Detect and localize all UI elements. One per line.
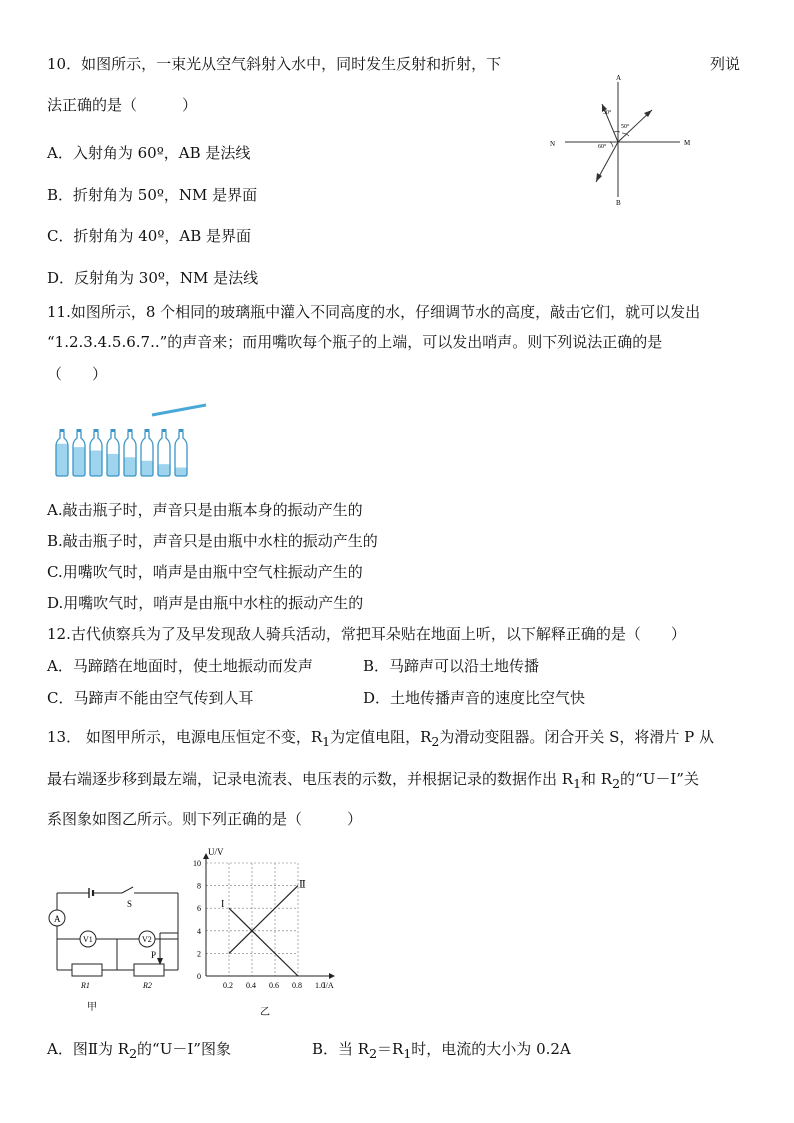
q10-stem-line2: 法正确的是（ ） [47,96,198,114]
q12-option-b: B．马蹄声可以沿土地传播 [363,657,540,675]
bottle-cap [162,429,167,432]
q10-option-a: A．入射角为 60º，AB 是法线 [47,144,251,162]
x-axis-arrow [329,973,335,979]
q13-line2-b: 和 R [581,770,613,788]
q13-line1-b: 为定值电阻，R [330,728,432,746]
y-tick-label: 8 [197,881,201,891]
circuit-label-v1: V1 [83,935,93,944]
circuit-label-p: P [151,950,157,960]
q10-label-m: M [684,139,691,147]
q10-label-a: A [616,74,622,82]
q11-option-d: D.用嘴吹气时，哨声是由瓶中水柱的振动产生的 [47,594,364,612]
bottle-water [124,457,136,476]
q10-option-d: D．反射角为 30º，NM 是法线 [47,269,259,287]
circuit-label-ammeter: A [54,914,61,924]
bottle-7 [158,429,170,476]
q10-angle-30: 30° [603,110,612,116]
x-tick-label: 0.8 [292,981,302,990]
bottle-water [56,444,68,476]
bottle-6 [141,429,153,476]
q13-line1-a: 13． 如图甲所示，电源电压恒定不变，R [47,728,323,746]
x-tick-label: 0.4 [246,981,256,990]
bottle-water [158,464,170,476]
q12-option-c: C．马蹄声不能由空气传到人耳 [47,689,254,707]
q10-stem-line1: 10．如图所示，一束光从空气斜射入水中，同时发生反射和折射，下 [47,55,502,73]
q10-label-b: B [616,199,621,207]
q13-option-b [312,1039,571,1064]
bottle-water [141,461,153,476]
q11-stem-line3: （ ） [47,365,108,383]
x-tick-label: 1.0 [315,981,325,990]
q10-stem-line1-tail: 列说 [710,55,741,73]
q13-option-a [47,1039,231,1064]
q10-option-b: B．折射角为 50º，NM 是界面 [47,186,258,204]
graph-caption: 乙 [260,1007,270,1018]
q13-option-b-post: 时，电流的大小为 0.2A [411,1040,571,1058]
y-axis-label: U/V [208,847,224,857]
bottle-water [90,451,102,477]
q13-line1-sub1: 1 [322,734,331,749]
q13-option-b-sub2: 2 [369,1046,378,1061]
series-label-i: I [221,899,225,911]
q11-option-c: C.用嘴吹气时，哨声是由瓶中空气柱振动产生的 [47,563,363,581]
bottle-cap [179,429,184,432]
bottle-3 [90,429,102,476]
q10-refraction-figure [540,72,700,207]
x-axis-label: I/A [323,981,334,990]
q13-option-b-pre: B．当 R [312,1040,370,1058]
q13-stem-line1 [47,727,714,752]
bottle-cap [77,429,82,432]
y-tick-label: 4 [197,926,201,936]
circuit-caption: 甲 [87,1002,97,1013]
circuit-label-r2: R2 [143,981,152,990]
bottle-cap [60,429,65,432]
bottle-8 [175,429,187,476]
q11-stem-line2: “1.2.3.4.5.6.7..”的声音来；而用嘴吹每个瓶子的上端，可以发出哨声。则下列说法正确的是 [47,333,663,351]
q11-option-a: A.敲击瓶子时，声音只是由瓶本身的振动产生的 [47,501,363,519]
q13-circuit-diagram [44,885,189,1015]
bottle-5 [124,429,136,476]
y-tick-label: 2 [197,949,201,959]
q10-label-n: N [550,140,556,148]
q13-option-b-mid: ＝R [377,1040,404,1058]
q13-line2-sub2: 2 [612,776,621,791]
q13-option-a-post: 的“U－I”图象 [137,1040,231,1058]
striking-stick [152,405,206,415]
series-line-2 [229,886,298,954]
y-tick-label: 0 [197,972,201,981]
q10-angle-60: 60° [598,144,607,150]
bottle-1 [56,429,68,476]
bottle-cap [94,429,99,432]
q11-bottles-figure [50,402,210,482]
q13-stem-line2 [47,769,699,794]
y-tick-label: 10 [193,859,201,868]
q13-line1-c: 为滑动变阻器。闭合开关 S，将滑片 P 从 [439,728,715,746]
q13-option-a-sub: 2 [129,1046,138,1061]
bottle-cap [145,429,150,432]
bottle-2 [73,429,85,476]
q10-angle-50: 50° [621,124,630,130]
q11-option-b: B.敲击瓶子时，声音只是由瓶中水柱的振动产生的 [47,532,378,550]
q13-option-a-pre: A．图Ⅱ为 R [47,1040,130,1058]
q13-option-b-sub1: 1 [403,1046,412,1061]
q13-line2-a: 最右端逐步移到最左端，记录电流表、电压表的示数，并根据记录的数据作出 R [47,770,574,788]
x-tick-label: 0.2 [223,981,233,990]
series-label-ii: Ⅱ [299,879,306,891]
circuit-label-s: S [127,899,133,909]
circuit-label-r1: R1 [81,981,90,990]
q11-stem-line1: 11.如图所示，8 个相同的玻璃瓶中灌入不同高度的水，仔细调节水的高度，敲击它们，就可以发出 [47,303,701,321]
q13-ui-graph [190,843,355,1018]
q13-stem-line3: 系图象如图乙所示。则下列正确的是（ ） [47,810,363,828]
bottle-water [175,468,187,477]
bottle-water [107,454,119,476]
bottle-cap [128,429,133,432]
q13-line1-sub2: 2 [431,734,440,749]
series-line-1 [229,908,298,976]
q13-line2-sub1: 1 [573,776,582,791]
q12-option-d: D．土地传播声音的速度比空气快 [363,689,586,707]
bottle-cap [111,429,116,432]
bottle-water [73,447,85,476]
bottle-4 [107,429,119,476]
circuit-label-v2: V2 [142,935,152,944]
q10-option-c: C．折射角为 40º，AB 是界面 [47,227,252,245]
y-tick-label: 6 [197,904,201,914]
x-tick-label: 0.6 [269,981,279,990]
q12-stem: 12.古代侦察兵为了及早发现敌人骑兵活动，常把耳朵贴在地面上听，以下解释正确的是（ ） [47,625,686,643]
q13-line2-c: 的“U－I”关 [620,770,699,788]
q12-option-a: A．马蹄踏在地面时，使土地振动而发声 [47,657,313,675]
